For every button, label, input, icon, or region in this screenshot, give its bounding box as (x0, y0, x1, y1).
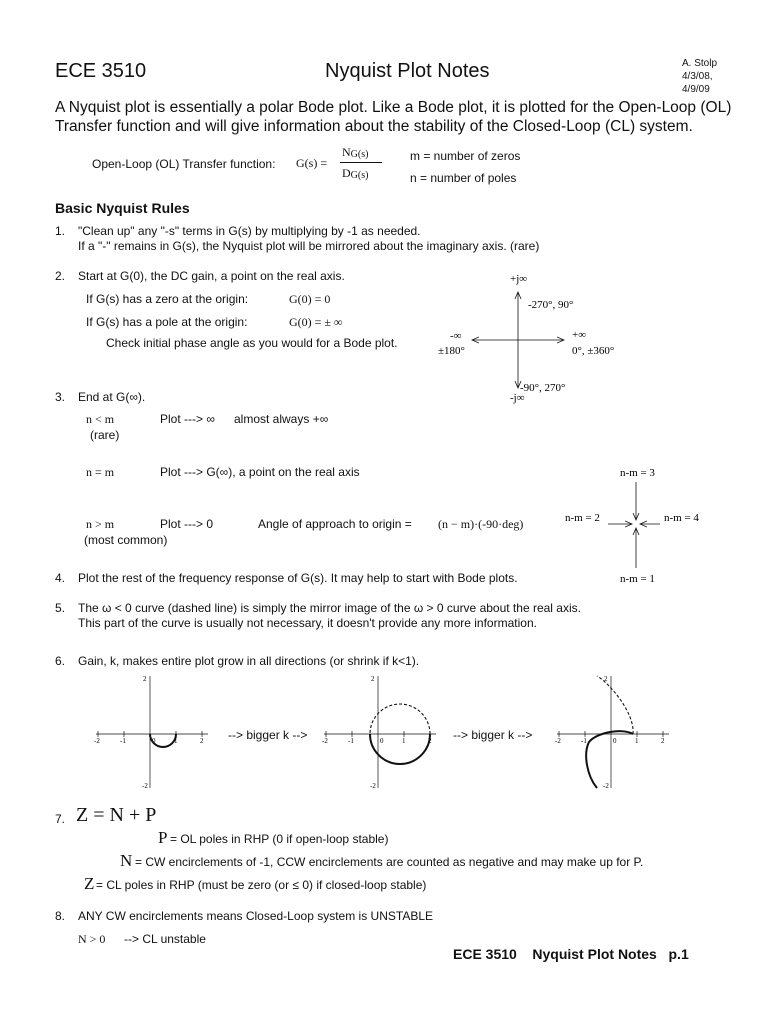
plot-3-label-xn2: -2 (555, 737, 561, 745)
rule-6-number: 6. (55, 654, 66, 668)
axis-pinf: +∞ (572, 329, 587, 341)
case1-cond: n < m (86, 412, 115, 426)
plot-2-label-xn1: -1 (348, 737, 354, 745)
tf-den-letter: D (342, 166, 351, 180)
rule-7-number: 7. (55, 812, 66, 826)
bigger-k-arrow-1: --> bigger k --> (228, 728, 308, 742)
tf-label: Open-Loop (OL) Transfer function: (92, 157, 276, 171)
page-footer: ECE 3510 Nyquist Plot Notes p.1 (453, 946, 689, 962)
plot-3-positive-freq-curve (586, 731, 633, 788)
rule-2-number: 2. (55, 269, 66, 283)
nyquist-plot-largest-k (553, 672, 673, 792)
case1-rare: (rare) (90, 428, 120, 442)
course-title: ECE 3510 (55, 60, 147, 82)
rule-8-text: ANY CW encirclements means Closed-Loop system is UNSTABLE (78, 909, 434, 923)
rule-7-equation: Z = N + P (76, 804, 157, 826)
plot-2-label-x0: 0 (380, 737, 384, 745)
plot-1-label-xn2: -2 (94, 737, 100, 745)
p-symbol: P (158, 828, 168, 847)
n-symbol: N (120, 851, 133, 870)
date-2: 4/9/09 (682, 84, 710, 95)
date-1: 4/3/08, (682, 71, 713, 82)
approach-nm2: n-m = 2 (565, 512, 600, 524)
pole-origin-eq: G(0) = ± ∞ (289, 315, 343, 329)
axis-up-angle: -270°, 90° (528, 299, 574, 311)
rule-3-line-1: End at G(∞). (78, 390, 146, 404)
plot-3-label-ybottom: -2 (603, 782, 609, 790)
rule-1-line-2: If a "-" remains in G(s), the Nyquist plot will be mirrored about the imaginary axis. (rare) (78, 239, 540, 253)
bigger-k-arrow-2: --> bigger k --> (453, 728, 533, 742)
rule-4-text: Plot the rest of the frequency response of G(s). It may help to start with Bode plots. (78, 571, 518, 585)
section-heading: Basic Nyquist Rules (55, 200, 190, 216)
tf-lhs: G(s) = (296, 156, 328, 170)
axis-pj: +j∞ (510, 273, 528, 285)
case3-plot: Plot ---> 0 (160, 517, 214, 531)
plot-2-label-xn2: -2 (322, 737, 328, 745)
case3-formula: (n − m)·(-90·deg) (438, 517, 524, 531)
tf-numerator (342, 145, 368, 160)
nyquist-plot-small-k (92, 672, 212, 792)
tf-denominator (342, 166, 368, 181)
axes-diagram (420, 262, 640, 412)
plot-2-label-x1: 1 (402, 737, 406, 745)
n-encirclement-definition: = CW encirclements of -1, CCW encirclements are counted as negative and may make up for P. (135, 855, 644, 869)
plot-3-label-ytop: 2 (604, 675, 608, 683)
case1-note: almost always +∞ (234, 412, 329, 426)
rule-1-number: 1. (55, 224, 66, 238)
rule-5-line-2: This part of the curve is usually not necessary, it doesn't provide any more information. (78, 616, 537, 630)
plot-1-label-xn1: -1 (120, 737, 126, 745)
plot-1-label-ybottom: -2 (142, 782, 148, 790)
rule-8-cond-note: --> CL unstable (124, 932, 206, 946)
page-title: Nyquist Plot Notes (325, 60, 490, 82)
tf-num-letter: N (342, 145, 351, 159)
plot-3-label-x2: 2 (661, 737, 665, 745)
plot-1-label-x0: 0 (152, 737, 156, 745)
rule-6-text: Gain, k, makes entire plot grow in all directions (or shrink if k<1). (78, 654, 420, 668)
phase-note: Check initial phase angle as you would for a Bode plot. (106, 336, 398, 350)
approach-nm1: n-m = 1 (620, 573, 655, 585)
tf-den-sub: G(s) (350, 170, 369, 181)
plot-3-negative-freq-curve (597, 676, 633, 734)
plot-2-label-x2: 2 (428, 737, 432, 745)
rule-1-line-1: "Clean up" any "-s" terms in G(s) by multiplying by -1 as needed. (78, 224, 421, 238)
z-symbol: Z (84, 874, 95, 893)
plot-1-label-x2: 2 (200, 737, 204, 745)
approach-nm3: n-m = 3 (620, 467, 655, 479)
case2-plot: Plot ---> G(∞), a point on the real axis (160, 465, 360, 479)
case2-cond: n = m (86, 465, 115, 479)
nyquist-plot-bigger-k (320, 672, 440, 792)
axis-n180: ±180° (438, 345, 465, 357)
author: A. Stolp (682, 58, 718, 69)
tf-fraction-bar (340, 162, 382, 163)
case3-note: (most common) (84, 533, 168, 547)
axis-nj: -j∞ (510, 392, 525, 404)
rule-8-number: 8. (55, 909, 66, 923)
rule-3-number: 3. (55, 390, 66, 404)
tf-num-sub: G(s) (350, 149, 369, 160)
plot-1-label-ytop: 2 (143, 675, 147, 683)
rule-5-number: 5. (55, 601, 66, 615)
zero-origin-label: If G(s) has a zero at the origin: (86, 292, 249, 306)
rule-8-cond: N > 0 (78, 932, 106, 946)
intro-line-1: A Nyquist plot is essentially a polar Bode plot. Like a Bode plot, it is plotted for the Open-Loop (OL) (55, 99, 732, 116)
p-definition: = OL poles in RHP (0 if open-loop stable) (170, 832, 389, 846)
case1-plot: Plot ---> ∞ (160, 412, 215, 426)
plot-3-label-x1: 1 (635, 737, 639, 745)
plot-1-label-x1: 1 (174, 737, 178, 745)
zero-origin-eq: G(0) = 0 (289, 292, 331, 306)
plot-2-label-ybottom: -2 (370, 782, 376, 790)
intro-line-2: Transfer function and will give information about the stability of the Closed-Loop (CL) system. (55, 118, 693, 135)
plot-3-label-x0: 0 (613, 737, 617, 745)
approach-diagram (560, 460, 720, 590)
approach-nm4: n-m = 4 (664, 512, 699, 524)
rule-2-line-1: Start at G(0), the DC gain, a point on the real axis. (78, 269, 345, 283)
axis-p0: 0°, ±360° (572, 345, 615, 357)
pole-origin-label: If G(s) has a pole at the origin: (86, 315, 248, 329)
rule-4-number: 4. (55, 571, 66, 585)
case3-angle: Angle of approach to origin = (258, 517, 412, 531)
axis-ninf: -∞ (450, 330, 462, 342)
plot-2-negative-freq-curve (370, 704, 430, 734)
n-definition: n = number of poles (410, 171, 517, 185)
plot-2-label-ytop: 2 (371, 675, 375, 683)
plot-3-label-xn1: -1 (581, 737, 587, 745)
z-definition: = CL poles in RHP (must be zero (or ≤ 0) if closed-loop stable) (96, 878, 427, 892)
case3-cond: n > m (86, 517, 115, 531)
m-definition: m = number of zeros (410, 149, 521, 163)
rule-5-line-1: The ω < 0 curve (dashed line) is simply the mirror image of the ω > 0 curve about the real axis. (78, 601, 581, 615)
axis-down-angle: -90°, 270° (520, 382, 566, 394)
plot-2-positive-freq-curve (370, 734, 430, 764)
